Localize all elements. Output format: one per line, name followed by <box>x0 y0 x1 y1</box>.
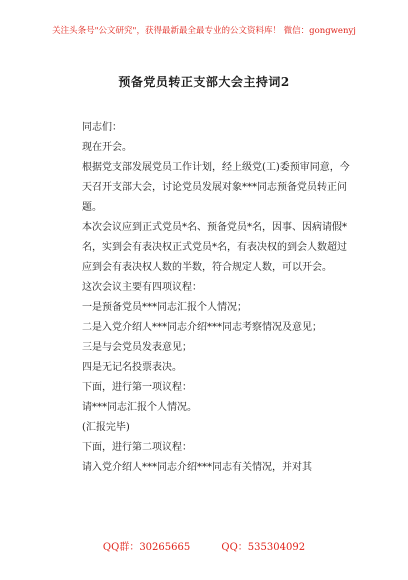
document-body <box>62 118 352 478</box>
paragraph-first-item: 下面，进行第一项议程： <box>82 382 192 393</box>
paragraph-attendance: 本次会议应到正式党员*名、预备党员*名，因事、因病请假*名，实到会有表决权正式党员*名，有表决权的到会人数超过应到会有表决权人数的半数，符合规定人数，可以开会。 <box>82 222 347 273</box>
paragraph-agenda-intro: 这次会议主要有四项议程： <box>82 282 202 293</box>
footer-qq: QQ：535304092 <box>221 542 306 553</box>
footer-qq-group: QQ群：30265665 <box>102 542 191 553</box>
agenda-item-2: 二是入党介绍人***同志介绍***同志考察情况及意见； <box>82 322 322 333</box>
paragraph-report-request: 请***同志汇报个人情况。 <box>82 402 197 413</box>
agenda-item-4: 四是无记名投票表决。 <box>82 362 182 373</box>
document-title: 预备党员转正支部大会主持词2 <box>118 75 290 89</box>
paragraph-second-item: 下面，进行第二项议程： <box>82 442 192 453</box>
footer-contact <box>0 538 408 553</box>
paragraph-opening: 现在开会。 <box>82 142 132 153</box>
agenda-item-1: 一是预备党员***同志汇报个人情况； <box>82 302 247 313</box>
paragraph-greeting: 同志们： <box>82 122 122 133</box>
agenda-item-3: 三是与会党员发表意见； <box>82 342 192 353</box>
header-banner: 关注头条号"公文研究"，获得最新最全最专业的公文资料库！ 微信：gongwenyj <box>52 26 356 36</box>
paragraph-background: 根据党支部发展党员工作计划，经上级党(工)委预审同意，今天召开支部大会，讨论党员发展对象***同志预备党员转正问题。 <box>82 162 350 213</box>
paragraph-report-done: (汇报完毕) <box>82 422 130 433</box>
paragraph-introducer: 请入党介绍人***同志介绍***同志有关情况，并对其 <box>82 462 312 473</box>
